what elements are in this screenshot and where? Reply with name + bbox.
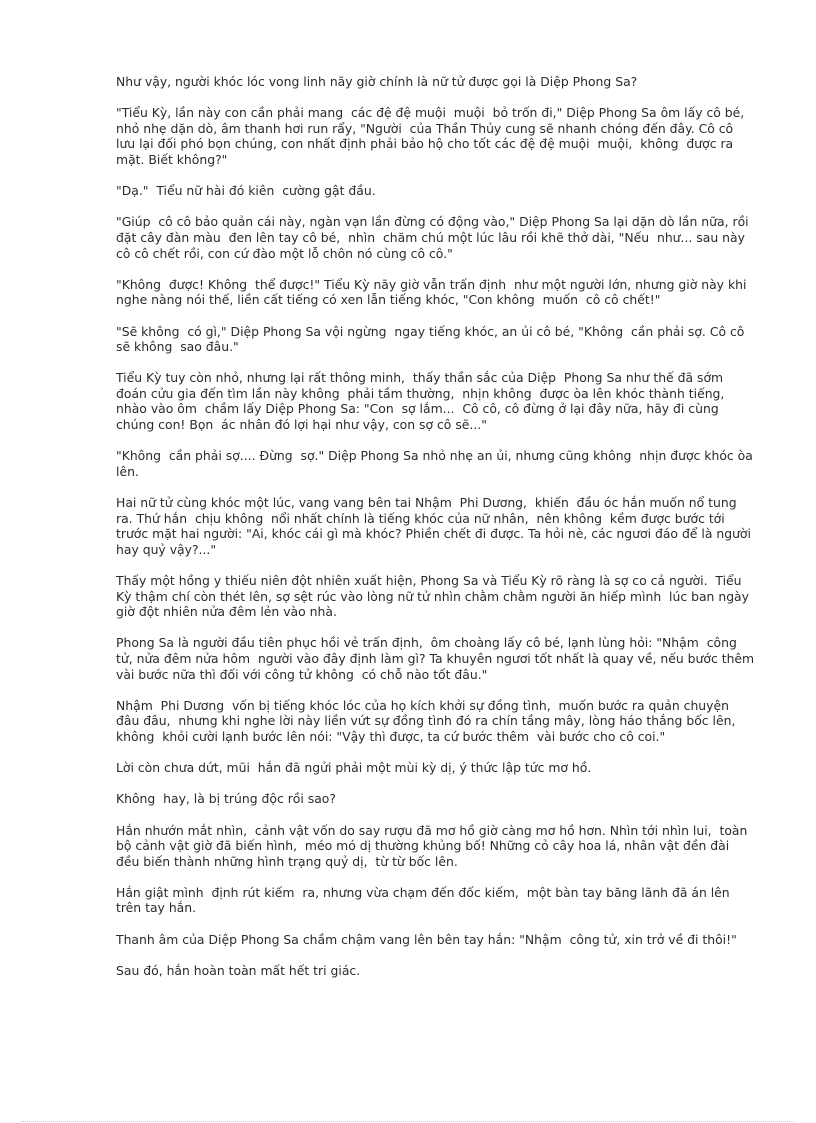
paragraph: "Không cần phải sợ.... Đừng sợ." Diệp Phong Sa nhỏ nhẹ an ủi, nhưng cũng không nhịn được khóc òa lên. — [116, 448, 757, 479]
paragraph: Tiểu Kỳ tuy còn nhỏ, nhưng lại rất thông minh, thấy thần sắc của Diệp Phong Sa như thế đã sớm đoán cửu gia đến tìm lần này không phải tầm thường, nhịn không được òa lên khóc thành tiếng, nhào vào ôm chầm lấy Diệp Phong Sa: "Con sợ lắm... Cô cô, cô đừng ở lại đây nữa, hãy đi cùng chúng con! Bọn ác nhân đó lợi hại như vậy, con sợ cô sẽ..." — [116, 370, 732, 433]
paragraph: "Dạ." Tiểu nữ hài đó kiên cường gật đầu. — [116, 183, 376, 199]
paragraph: Hắn nhướn mắt nhìn, cảnh vật vốn do say rượu đã mơ hồ giờ càng mơ hồ hơn. Nhìn tới nhìn lui, toàn bộ cảnh vật giờ đã biến hình, méo mó dị thường khủng bố! Những cỏ cây hoa lá, nhân vật đền đài đều biến thành những hình trạng quỷ dị, từ từ bốc lên. — [116, 822, 752, 869]
paragraph: Hai nữ tử cùng khóc một lúc, vang vang bên tai Nhậm Phi Dương, khiến đầu óc hắn muốn nổ tung ra. Thứ hắn chịu không nổi nhất chính là tiếng khóc của nữ nhân, nên không kềm được bước tới trước mặt hai người: "Ai, khóc cái gì mà khóc? Phiền chết đi được. Ta hỏi nè, các ngươi đáo để là người hay quỷ vậy?..." — [116, 495, 755, 557]
paragraph: Thấy một hồng y thiếu niên đột nhiên xuất hiện, Phong Sa và Tiểu Kỳ rõ ràng là sợ co cả người. Tiểu Kỳ thậm chí còn thét lên, sợ sệt rúc vào lòng nữ tử nhìn chằm chằm người ăn hiếp mình lúc ban ngày giờ đột nhiên nửa đêm lẻn vào nhà. — [116, 573, 753, 620]
document-body — [116, 74, 763, 994]
paragraph: Nhậm Phi Dương vốn bị tiếng khóc lóc của họ kích khởi sự đồng tình, muốn bước ra quản chuyện đâu đâu, nhưng khi nghe lời này liền vứt sự đồng tình đó ra chín tầng mây, lòng háo thắng bốc lên, không khỏi cười lạnh bước lên nói: "Vậy thì được, ta cứ bước thêm vài bước cho cô coi." — [116, 697, 740, 744]
paragraph: "Giúp cô cô bảo quản cái này, ngàn vạn lần đừng có động vào," Diệp Phong Sa lại dặn dò lần nữa, rồi đặt cây đàn màu đen lên tay cô bé, nhìn chăm chú một lúc lâu rồi khẽ thở dài, "Nếu như... sau này cô cô chết rồi, con cứ đào một lỗ chôn nó cùng cô cô." — [116, 214, 753, 261]
paragraph: Thanh âm của Diệp Phong Sa chầm chậm vang lên bên tay hắn: "Nhậm công tử, xin trở về đi thôi!" — [116, 931, 737, 947]
paragraph: "Tiểu Kỳ, lần này con cần phải mang các đệ đệ muội muội bỏ trốn đi," Diệp Phong Sa ôm lấy cô bé, nhỏ nhẹ dặn dò, âm thanh hơi run rẩy, "Người của Thần Thủy cung sẽ nhanh chóng đến đây. Cô cô lưu lại đối phó bọn chúng, con nhất định phải bảo hộ cho tốt các đệ đệ muội muội, không được ra mặt. Biết không?" — [116, 105, 749, 167]
paragraph: Lời còn chưa dứt, mũi hắn đã ngửi phải một mùi kỳ dị, ý thức lập tức mơ hồ. — [116, 760, 592, 776]
paragraph: Phong Sa là người đầu tiên phục hồi vẻ trấn định, ôm choàng lấy cô bé, lạnh lùng hỏi: "Nhậm công tử, nửa đêm nửa hôm người vào đây định làm gì? Ta khuyên ngươi tốt nhất là quay về, nếu bước thêm vài bước nữa thì đối với công tử không có chỗ nào tốt đâu." — [116, 635, 763, 682]
paragraph: Hắn giật mình định rút kiếm ra, nhưng vừa chạm đến đốc kiếm, một bàn tay băng lãnh đã án lên trên tay hắn. — [116, 884, 734, 916]
paragraph: Sau đó, hắn hoàn toàn mất hết tri giác. — [116, 962, 361, 978]
paragraph: Như vậy, người khóc lóc vong linh nãy giờ chính là nữ tử được gọi là Diệp Phong Sa? — [116, 74, 638, 89]
paragraph: "Sẽ không có gì," Diệp Phong Sa vội ngừng ngay tiếng khóc, an ủi cô bé, "Không cần phải sợ. Cô cô sẽ không sao đâu." — [116, 323, 749, 355]
paragraph: Không hay, là bị trúng độc rồi sao? — [116, 791, 336, 807]
page-bottom-divider — [22, 1121, 794, 1122]
paragraph: "Không được! Không thể được!" Tiểu Kỳ nãy giờ vẫn trấn định như một người lớn, nhưng giờ này khi nghe nàng nói thế, liền cất tiếng có xen lẫn tiếng khóc, "Con không muốn cô cô chết!" — [116, 276, 751, 308]
